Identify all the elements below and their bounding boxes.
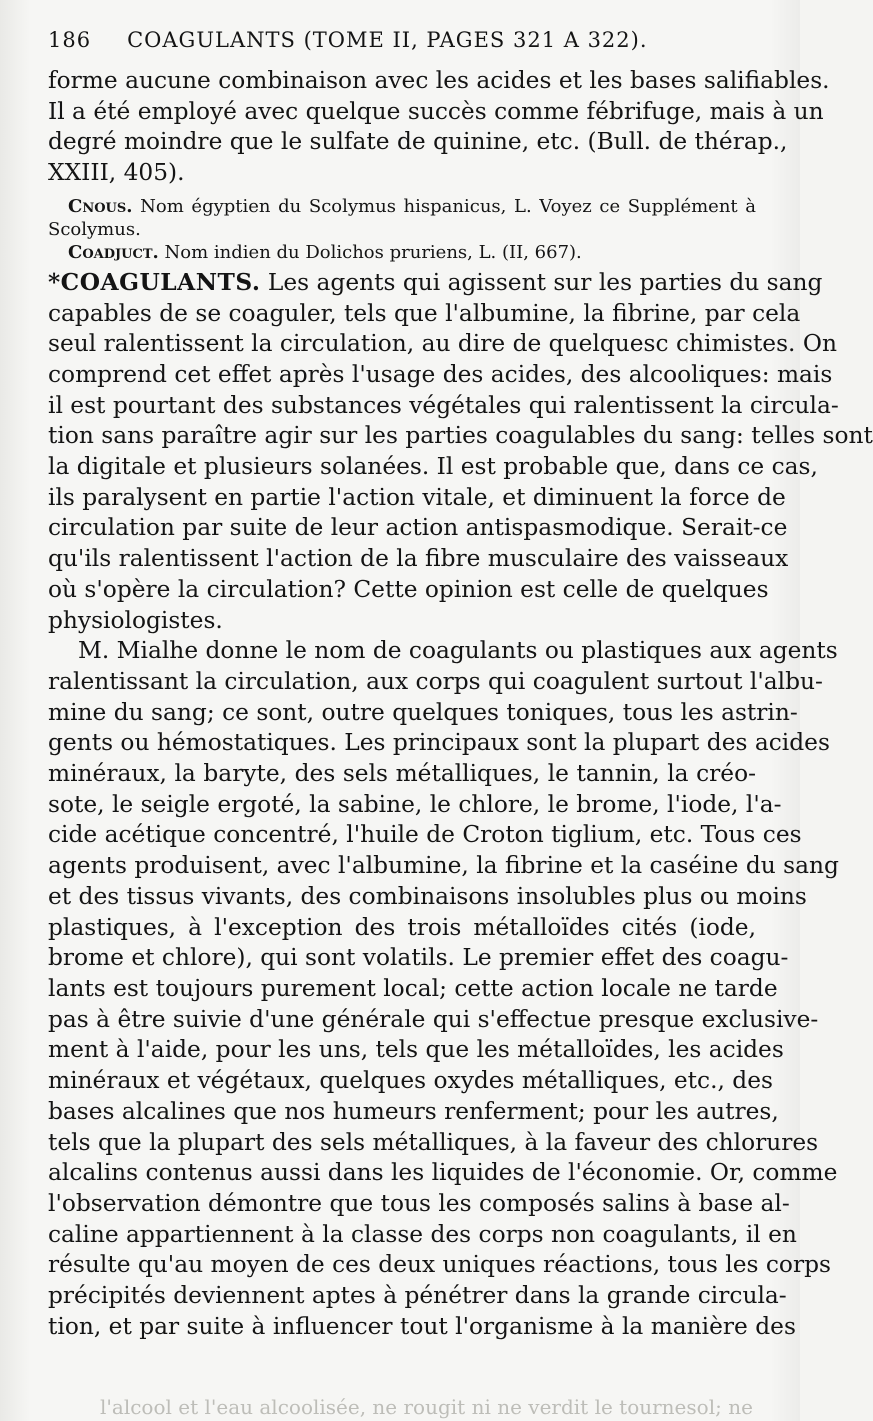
note-coadjuct: [48, 241, 756, 264]
mialhe-paragraph: [48, 636, 839, 1342]
text-line: minéraux et végétaux, quelques oxydes métalliques, etc., des: [48, 1067, 773, 1095]
text-line: mine du sang; ce sont, outre quelques toniques, tous les astrin-: [48, 698, 798, 726]
text-line: brome et chlore), qui sont volatils. Le premier effet des coagu-: [48, 944, 789, 972]
text-line: l'observation démontre que tous les composés salins à base al-: [48, 1189, 790, 1217]
note-term: Coadjuct.: [68, 241, 159, 263]
text-line: lants est toujours purement local; cette action locale ne tarde: [48, 974, 778, 1002]
page-number: 186: [48, 28, 92, 52]
text-line: il est pourtant des substances végétales qui ralentissent la circula-: [48, 391, 839, 419]
text-line: bases alcalines que nos humeurs renferment; pour les autres,: [48, 1097, 779, 1125]
text-line: tion, et par suite à influencer tout l'organisme à la manière des: [48, 1312, 796, 1340]
text-line: physiologistes.: [48, 606, 223, 634]
text-line: ralentissant la circulation, aux corps qui coagulent surtout l'albu-: [48, 667, 823, 695]
text-line: cide acétique concentré, l'huile de Croton tiglium, etc. Tous ces: [48, 821, 802, 849]
text-line: minéraux, la baryte, des sels métalliques, le tannin, la créo-: [48, 760, 756, 788]
text-line: Les agents qui agissent sur les parties du sang: [267, 268, 823, 296]
text-line: M. Mialhe donne le nom de coagulants ou plastiques aux agents: [78, 637, 838, 665]
text-line: agents produisent, avec l'albumine, la fibrine et la caséine du sang: [48, 852, 839, 880]
top-paragraph: [48, 66, 830, 189]
text-line: sote, le seigle ergoté, la sabine, le chlore, le brome, l'iode, l'a-: [48, 790, 782, 818]
text-line: pas à être suivie d'une générale qui s'effectue presque exclusive-: [48, 1005, 819, 1033]
text-line: alcalins contenus aussi dans les liquides de l'économie. Or, comme: [48, 1159, 838, 1187]
text-line: forme aucune combinaison avec les acides et les bases salifiables.: [48, 67, 830, 94]
text-line: capables de se coaguler, tels que l'albumine, la fibrine, par cela: [48, 299, 801, 327]
text-line: la digitale et plusieurs solanées. Il est probable que, dans ce cas,: [48, 453, 818, 481]
text-line: gents ou hémostatiques. Les principaux sont la plupart des acides: [48, 729, 830, 757]
text-line: comprend cet effet après l'usage des acides, des alcooliques: mais: [48, 360, 833, 388]
note-text: Scolymus.: [48, 218, 141, 240]
text-line: XXIII, 405).: [48, 159, 185, 187]
bleed-through-text: l'alcool et l'eau alcoolisée, ne rougit ni ne verdit le tournesol; ne: [100, 1395, 753, 1419]
page-header: [48, 28, 756, 66]
note-text: Nom égyptien du Scolymus hispanicus, L. Voyez ce Supplément à: [140, 195, 756, 217]
coagulants-entry: [48, 268, 873, 636]
text-line: degré moindre que le sulfate de quinine, etc. (Bull. de thérap.,: [48, 128, 788, 156]
text-line: ment à l'aide, pour les uns, tels que les métalloïdes, les acides: [48, 1036, 784, 1064]
text-line: Il a été employé avec quelque succès comme fébrifuge, mais à un: [48, 97, 824, 125]
text-line: tels que la plupart des sels métalliques, à la faveur des chlorures: [48, 1128, 819, 1156]
text-line: circulation par suite de leur action antispasmodique. Serait-ce: [48, 514, 788, 542]
text-line: et des tissus vivants, des combinaisons insolubles plus ou moins: [48, 882, 807, 910]
text-line: tion sans paraître agir sur les parties coagulables du sang: telles sont: [48, 422, 873, 450]
entry-term: *COAGULANTS.: [48, 268, 261, 296]
text-line: seul ralentissent la circulation, au dire de quelquesc chimistes. On: [48, 330, 837, 358]
note-cnous: [48, 195, 756, 241]
running-title: COAGULANTS (TOME II, PAGES 321 A 322).: [127, 28, 648, 52]
text-line: qu'ils ralentissent l'action de la fibre musculaire des vaisseaux: [48, 545, 789, 573]
text-line: caline appartiennent à la classe des corps non coagulants, il en: [48, 1220, 797, 1248]
text-line: résulte qu'au moyen de ces deux uniques réactions, tous les corps: [48, 1251, 831, 1279]
text-line: précipités deviennent aptes à pénétrer dans la grande circula-: [48, 1282, 787, 1310]
text-line: où s'opère la circulation? Cette opinion est celle de quelques: [48, 575, 769, 603]
text-line: plastiques, à l'exception des trois métalloïdes cités (iode,: [48, 913, 756, 941]
note-term: Cnous.: [68, 195, 133, 217]
text-line: ils paralysent en partie l'action vitale, et diminuent la force de: [48, 483, 786, 511]
note-text: Nom indien du Dolichos pruriens, L. (II, 667).: [164, 241, 582, 263]
